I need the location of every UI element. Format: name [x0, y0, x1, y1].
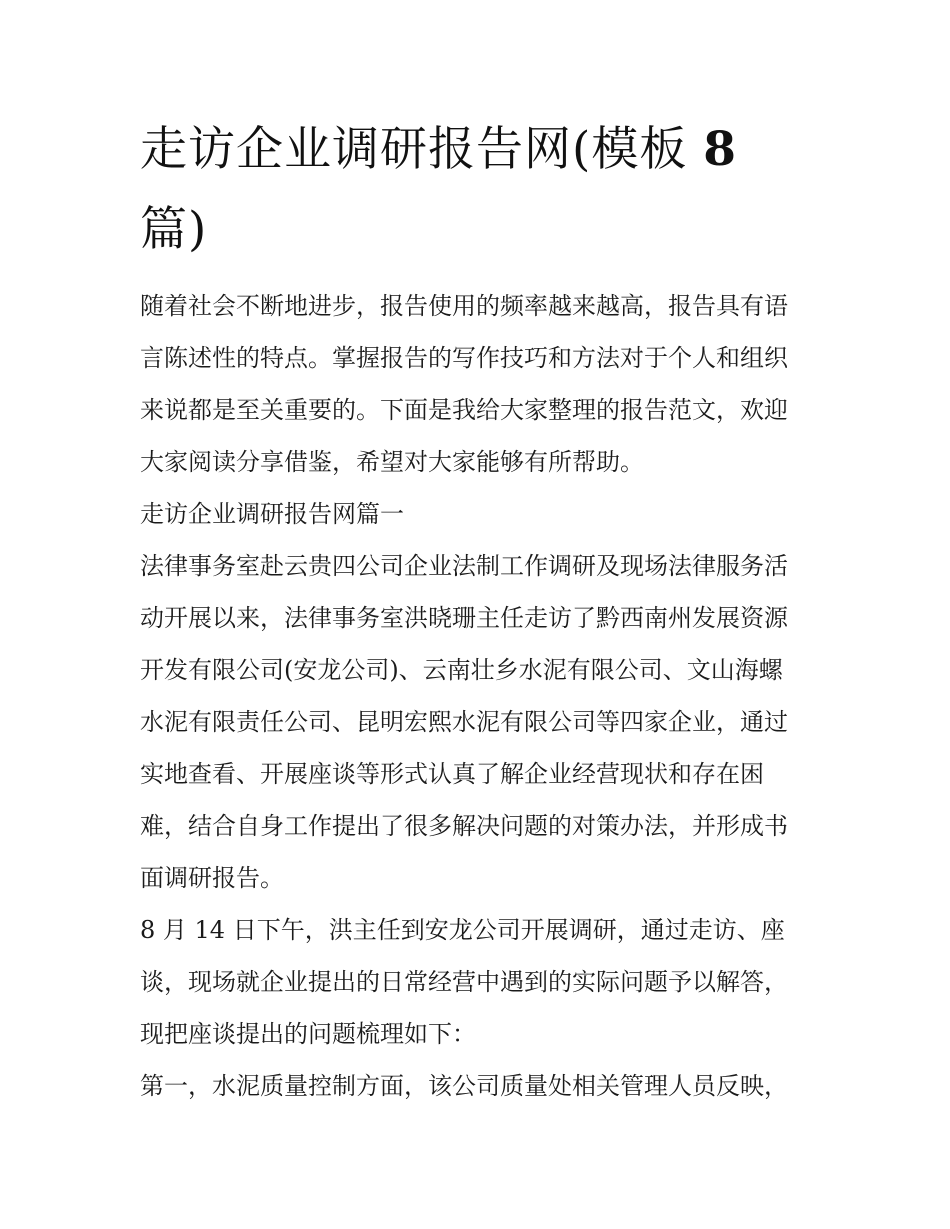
body-line: 第一，水泥质量控制方面，该公司质量处相关管理人员反映， [140, 1072, 788, 1100]
body-line: 言陈述性的特点。掌握报告的写作技巧和方法对于个人和组织 [140, 344, 788, 372]
body-line: 水泥有限责任公司、昆明宏熙水泥有限公司等四家企业，通过 [140, 708, 788, 736]
body-line: 大家阅读分享借鉴，希望对大家能够有所帮助。 [140, 448, 644, 476]
body-line: 实地查看、开展座谈等形式认真了解企业经营现状和存在困 [140, 760, 764, 788]
title-line-1: 走访企业调研报告网(模板 [140, 122, 688, 177]
title-line-2: 篇) [140, 202, 208, 257]
body-line: 现把座谈提出的问题梳理如下： [140, 1020, 476, 1048]
body-line: 8 月 14 日下午，洪主任到安龙公司开展调研，通过走访、座 [140, 916, 785, 944]
title-number: 8 [703, 122, 737, 177]
body-line: 法律事务室赴云贵四公司企业法制工作调研及现场法律服务活 [140, 552, 788, 580]
body-line: 开发有限公司(安龙公司)、云南壮乡水泥有限公司、文山海螺 [140, 656, 783, 684]
body-line: 来说都是至关重要的。下面是我给大家整理的报告范文，欢迎 [140, 396, 788, 424]
body-line: 随着社会不断地进步，报告使用的频率越来越高，报告具有语 [140, 292, 788, 320]
body-line: 难，结合自身工作提出了很多解决问题的对策办法，并形成书 [140, 812, 788, 840]
body-line: 面调研报告。 [140, 864, 284, 892]
section-heading: 走访企业调研报告网篇一 [140, 500, 404, 528]
document-body [140, 280, 820, 1112]
body-line: 动开展以来，法律事务室洪晓珊主任走访了黔西南州发展资源 [140, 604, 788, 632]
body-line: 谈，现场就企业提出的日常经营中遇到的实际问题予以解答， [140, 968, 788, 996]
document-title [140, 110, 780, 270]
